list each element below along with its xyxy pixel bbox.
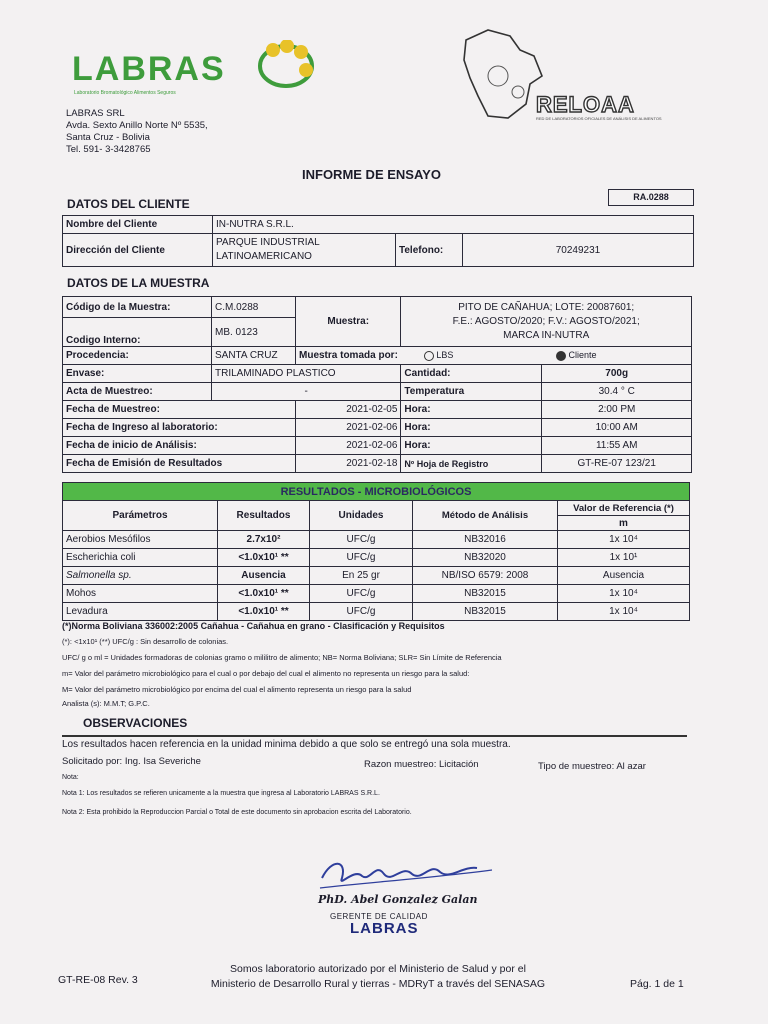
analysis-time-value: 11:55 AM bbox=[542, 437, 692, 455]
sample-description-3: MARCA IN-NUTRA bbox=[503, 329, 590, 341]
result-cell: <1.0x10¹ ** bbox=[218, 549, 310, 567]
result-cell: Ausencia bbox=[218, 567, 310, 585]
intake-time-value: 10:00 AM bbox=[542, 419, 692, 437]
client-address-line-1: PARQUE INDUSTRIAL bbox=[216, 237, 320, 248]
reloaa-logo bbox=[458, 26, 698, 126]
lab-phone: Tel. 591- 3-3428765 bbox=[66, 144, 151, 155]
sampling-date-value: 2021-02-05 bbox=[296, 401, 401, 419]
issue-date-label: Fecha de Emisión de Resultados bbox=[63, 455, 296, 473]
report-number-box bbox=[608, 189, 694, 206]
result-cell: <1.0x10¹ ** bbox=[218, 603, 310, 621]
table-row bbox=[63, 531, 690, 549]
sampling-record-label: Acta de Muestreo: bbox=[63, 383, 212, 401]
origin-label: Procedencia: bbox=[63, 347, 212, 365]
sampling-reason: Razon muestreo: Licitación bbox=[364, 759, 479, 770]
header-reference: Valor de Referencia (*) bbox=[558, 501, 690, 516]
unit-cell: UFC/g bbox=[310, 549, 413, 567]
origin-value: SANTA CRUZ bbox=[212, 347, 296, 365]
result-cell: 2.7x10² bbox=[218, 531, 310, 549]
method-cell: NB/ISO 6579: 2008 bbox=[413, 567, 558, 585]
unit-cell: UFC/g bbox=[310, 603, 413, 621]
norma-note: (*)Norma Boliviana 336002:2005 Cañahua - Cañahua en grano - Clasificación y Requisitos bbox=[62, 621, 445, 631]
results-title: RESULTADOS - MICROBIOLÓGICOS bbox=[63, 483, 690, 501]
result-cell: <1.0x10¹ ** bbox=[218, 585, 310, 603]
internal-code-value: MB. 0123 bbox=[212, 318, 296, 347]
reference-cell: 1x 10⁴ bbox=[558, 531, 690, 549]
note-1: (*): <1x10¹ (**) UFC/g : Sin desarrollo de colonias. bbox=[62, 637, 229, 646]
reference-cell: 1x 10⁴ bbox=[558, 585, 690, 603]
signature-stamp bbox=[350, 920, 419, 938]
reloaa-subtitle: RED DE LABORATORIOS OFICIALES DE ANÁLISIS DE ALIMENTOS bbox=[536, 116, 662, 121]
footer-page: Pág. 1 de 1 bbox=[630, 978, 684, 990]
radio-cliente-icon bbox=[556, 351, 566, 361]
radio-lbs-icon bbox=[424, 351, 434, 361]
reference-cell: 1x 10¹ bbox=[558, 549, 690, 567]
observations-divider bbox=[62, 735, 687, 737]
footer-line-2: Ministerio de Desarrollo Rural y tierras - MDRyT a través del SENASAG bbox=[210, 978, 546, 990]
handwritten-signature bbox=[312, 848, 502, 898]
analysis-start-value: 2021-02-06 bbox=[296, 437, 401, 455]
radio-cliente-label: Cliente bbox=[568, 350, 597, 361]
client-address-label: Dirección del Cliente bbox=[63, 234, 213, 267]
sample-table bbox=[62, 296, 692, 473]
intake-date-value: 2021-02-06 bbox=[296, 419, 401, 437]
sampling-time-label: Hora: bbox=[401, 401, 542, 419]
client-address-line-2: LATINOAMERICANO bbox=[216, 251, 312, 262]
sample-code-value: C.M.0288 bbox=[212, 297, 296, 318]
note-5: Analista (s): M.M.T; G.P.C. bbox=[62, 699, 150, 708]
signer-name: PhD. Abel Gonzalez Galan bbox=[318, 893, 478, 906]
quantity-value: 700g bbox=[542, 365, 692, 383]
lab-address-1: Avda. Sexto Anillo Norte Nº 5535, bbox=[66, 120, 208, 131]
observations-title: OBSERVACIONES bbox=[83, 716, 188, 730]
param-cell: Escherichia coli bbox=[63, 549, 218, 567]
temperature-label: Temperatura bbox=[401, 383, 542, 401]
reloaa-logo-text: RELOAA bbox=[536, 92, 635, 117]
nota-2: Nota 2: Esta prohibido la Reproduccion Parcial o Total de este documento sin aprobacion escrita del Laboratorio. bbox=[62, 809, 412, 816]
labras-leaf-icon bbox=[256, 40, 318, 90]
table-row bbox=[63, 567, 690, 585]
unit-cell: En 25 gr bbox=[310, 567, 413, 585]
notes-block bbox=[62, 621, 702, 709]
analysis-time-label: Hora: bbox=[401, 437, 542, 455]
internal-code-label: Codigo Interno: bbox=[63, 318, 212, 347]
reference-cell: 1x 10⁴ bbox=[558, 603, 690, 621]
footer-line-1: Somos laboratorio autorizado por el Ministerio de Salud y por el bbox=[230, 963, 526, 975]
client-name-label: Nombre del Cliente bbox=[63, 216, 213, 234]
container-label: Envase: bbox=[63, 365, 212, 383]
section-sample-title: DATOS DE LA MUESTRA bbox=[67, 276, 210, 290]
table-row bbox=[63, 603, 690, 621]
method-cell: NB32015 bbox=[413, 603, 558, 621]
labras-logo-text: LABRAS bbox=[72, 50, 226, 88]
unit-cell: UFC/g bbox=[310, 531, 413, 549]
param-cell: Aerobios Mesófilos bbox=[63, 531, 218, 549]
header-units: Unidades bbox=[310, 501, 413, 531]
param-cell: Levadura bbox=[63, 603, 218, 621]
sample-label: Muestra: bbox=[296, 297, 401, 347]
sample-description-1: PITO DE CAÑAHUA; LOTE: 20087601; bbox=[458, 301, 635, 313]
client-table bbox=[62, 215, 694, 267]
unit-cell: UFC/g bbox=[310, 585, 413, 603]
requested-by: Solicitado por: Ing. Isa Severiche bbox=[62, 756, 201, 767]
client-phone-value: 70249231 bbox=[463, 234, 694, 267]
method-cell: NB32016 bbox=[413, 531, 558, 549]
stamp-text: LABRAS bbox=[350, 920, 419, 937]
container-value: TRILAMINADO PLASTICO bbox=[212, 365, 401, 383]
note-3: m= Valor del parámetro microbiológico para el cual o por debajo del cual el alimento no representa un riesgo para la salud: bbox=[62, 669, 470, 678]
quantity-label: Cantidad: bbox=[401, 365, 542, 383]
lab-address-2: Santa Cruz - Bolivia bbox=[66, 132, 150, 143]
report-number: RA.0288 bbox=[633, 192, 669, 202]
client-phone-label: Telefono: bbox=[396, 234, 463, 267]
bolivia-map-icon bbox=[458, 26, 548, 122]
lab-name: LABRAS SRL bbox=[66, 108, 125, 119]
taken-by-label: Muestra tomada por: bbox=[296, 347, 401, 365]
header-method: Método de Análisis bbox=[413, 501, 558, 531]
intake-date-label: Fecha de Ingreso al laboratorio: bbox=[63, 419, 296, 437]
temperature-value: 30.4 ° C bbox=[542, 383, 692, 401]
table-row bbox=[63, 585, 690, 603]
note-2: UFC/ g o ml = Unidades formadoras de colonias gramo o mililitro de alimento; NB= Norma Boliviana; SLR= Sin Límite de Referencia bbox=[62, 653, 502, 662]
param-cell: Mohos bbox=[63, 585, 218, 603]
analysis-start-label: Fecha de inicio de Análisis: bbox=[63, 437, 296, 455]
lab-address-block bbox=[66, 108, 208, 156]
issue-date-value: 2021-02-18 bbox=[296, 455, 401, 473]
footer-authorization bbox=[188, 962, 568, 992]
param-cell: Salmonella sp. bbox=[63, 567, 218, 585]
labras-logo bbox=[72, 46, 322, 96]
client-name-value: IN-NUTRA S.R.L. bbox=[213, 216, 694, 234]
sample-description-2: F.E.: AGOSTO/2020; F.V.: AGOSTO/2021; bbox=[452, 315, 640, 327]
signer-role: GERENTE DE CALIDAD bbox=[330, 912, 428, 921]
sample-code-label: Código de la Muestra: bbox=[63, 297, 212, 318]
client-address-value bbox=[213, 234, 396, 267]
reference-cell: Ausencia bbox=[558, 567, 690, 585]
radio-lbs-label: LBS bbox=[436, 350, 454, 361]
observations-text: Los resultados hacen referencia en la unidad minima debido a que solo se entregó una sola muestra. bbox=[62, 739, 511, 750]
nota-label: Nota: bbox=[62, 774, 79, 781]
table-row bbox=[63, 549, 690, 567]
nota-1: Nota 1: Los resultados se refieren unicamente a la muestra que ingresa al Laboratorio LABRAS S.R.L. bbox=[62, 790, 380, 797]
results-table bbox=[62, 482, 690, 621]
sampling-date-label: Fecha de Muestreo: bbox=[63, 401, 296, 419]
footer-code: GT-RE-08 Rev. 3 bbox=[58, 974, 138, 986]
method-cell: NB32020 bbox=[413, 549, 558, 567]
note-4: M= Valor del parámetro microbiológico por encima del cual el alimento representa un riesgo para la salud bbox=[62, 685, 412, 694]
sample-description bbox=[401, 297, 692, 347]
section-client-title: DATOS DEL CLIENTE bbox=[67, 197, 190, 211]
document-title: INFORME DE ENSAYO bbox=[302, 167, 441, 182]
record-sheet-value: GT-RE-07 123/21 bbox=[542, 455, 692, 473]
header-results: Resultados bbox=[218, 501, 310, 531]
header-reference-m: m bbox=[558, 516, 690, 531]
sampling-time-value: 2:00 PM bbox=[542, 401, 692, 419]
method-cell: NB32015 bbox=[413, 585, 558, 603]
record-sheet-label: Nº Hoja de Registro bbox=[401, 455, 542, 473]
sampling-record-value: - bbox=[212, 383, 401, 401]
intake-time-label: Hora: bbox=[401, 419, 542, 437]
labras-logo-subtitle: Laboratorio Bromatológico Alimentos Seguros bbox=[74, 90, 176, 96]
taken-by-options bbox=[401, 347, 692, 365]
header-parameters: Parámetros bbox=[63, 501, 218, 531]
sampling-type: Tipo de muestreo: Al azar bbox=[538, 761, 646, 772]
